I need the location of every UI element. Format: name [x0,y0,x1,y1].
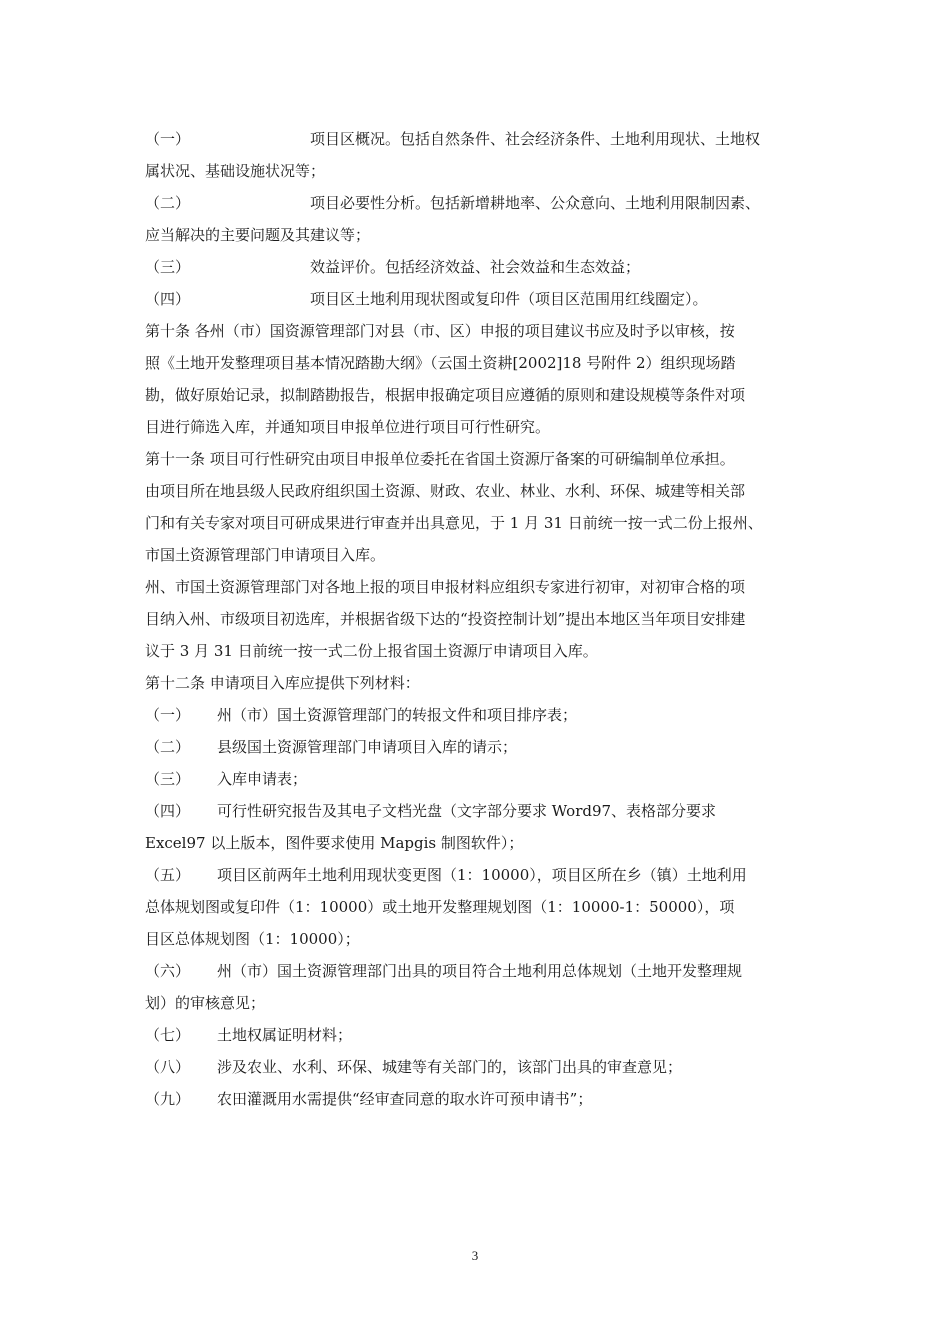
article-11-line: 州、市国土资源管理部门对各地上报的项目申报材料应组织专家进行初审，对初审合格的项 [145,578,746,596]
item-number: （一） [145,130,191,148]
item-line: 入库申请表； [217,770,308,788]
item-line: 县级国土资源管理部门申请项目入库的请示； [217,738,518,756]
list-item [145,795,810,827]
article-10-line: 勘，做好原始记录，拟制踏勘报告，根据申报确定项目应遵循的原则和建设规模等条件对项 [145,386,746,404]
article-10-line: 照《土地开发整理项目基本情况踏勘大纲》（云国土资耕[2002]18 号附件 2）组织现场踏 [145,354,736,372]
article-11-line: 目纳入州、市级项目初选库，并根据省级下达的“投资控制计划”提出本地区当年项目安排建 [145,610,746,628]
item-line: 州（市）国土资源管理部门出具的项目符合土地利用总体规划（土地开发整理规 [217,962,743,980]
item-line: 项目区前两年土地利用现状变更图（1：10000），项目区所在乡（镇）土地利用 [217,866,747,884]
list-item [145,251,810,283]
list-item [145,699,810,731]
item-number: （一） [145,706,191,724]
item-line: 划）的审核意见； [145,994,266,1012]
list-item [145,731,810,763]
item-number: （四） [145,290,191,308]
item-line: 农田灌溉用水需提供“经审查同意的取水许可预申请书”； [217,1090,593,1108]
item-line: 州（市）国土资源管理部门的转报文件和项目排序表； [217,706,578,724]
item-number: （七） [145,1026,191,1044]
item-line: 总体规划图或复印件（1：10000）或土地开发整理规划图（1：10000-1：50000），项 [145,898,735,916]
item-number: （六） [145,962,191,980]
article-11-line: 由项目所在地县级人民政府组织国土资源、财政、农业、林业、水利、环保、城建等相关部 [145,482,746,500]
item-number: （九） [145,1090,191,1108]
list-item [145,187,810,219]
item-line: 应当解决的主要问题及其建议等； [145,226,371,244]
article-10-line: 目进行筛选入库，并通知项目申报单位进行项目可行性研究。 [145,418,551,436]
item-number: （二） [145,738,191,756]
list-item [145,123,810,155]
item-line: 目区总体规划图（1：10000）； [145,930,360,948]
document-body [145,123,810,1115]
list-item [145,955,810,987]
page-number: 3 [471,1248,479,1263]
list-item [145,1019,810,1051]
item-line: 项目区概况。包括自然条件、社会经济条件、土地利用现状、土地权 [310,130,761,148]
list-item [145,763,810,795]
article-11-line: 第十一条 项目可行性研究由项目申报单位委托在省国土资源厅备案的可研编制单位承担。 [145,450,735,468]
item-line: Excel97 以上版本，图件要求使用 Mapgis 制图软件）； [145,834,524,852]
list-item [145,1051,810,1083]
item-line: 土地权属证明材料； [217,1026,353,1044]
item-number: （三） [145,258,191,276]
item-number: （三） [145,770,191,788]
list-item [145,1083,810,1115]
item-number: （二） [145,194,191,212]
item-number: （八） [145,1058,191,1076]
item-line: 涉及农业、水利、环保、城建等有关部门的，该部门出具的审查意见； [217,1058,683,1076]
item-line: 效益评价。包括经济效益、社会效益和生态效益； [310,258,641,276]
article-11-line: 议于 3 月 31 日前统一按一式二份上报省国土资源厅申请项目入库。 [145,642,598,660]
list-item [145,859,810,891]
item-line: 项目区土地利用现状图或复印件（项目区范围用红线圈定）。 [310,290,708,308]
item-number: （五） [145,866,191,884]
list-item [145,283,810,315]
item-line: 项目必要性分析。包括新增耕地率、公众意向、土地利用限制因素、 [310,194,761,212]
item-number: （四） [145,802,191,820]
article-10-line: 第十条 各州（市）国资源管理部门对县（市、区）申报的项目建议书应及时予以审核，按 [145,322,735,340]
article-11-line: 市国土资源管理部门申请项目入库。 [145,546,386,564]
item-line: 属状况、基础设施状况等； [145,162,326,180]
article-12-heading: 第十二条 申请项目入库应提供下列材料： [145,674,420,692]
article-11-line: 门和有关专家对项目可研成果进行审查并出具意见，于 1 月 31 日前统一按一式二份上报州、 [145,514,763,532]
item-line: 可行性研究报告及其电子文档光盘（文字部分要求 Word97、表格部分要求 [217,802,717,820]
